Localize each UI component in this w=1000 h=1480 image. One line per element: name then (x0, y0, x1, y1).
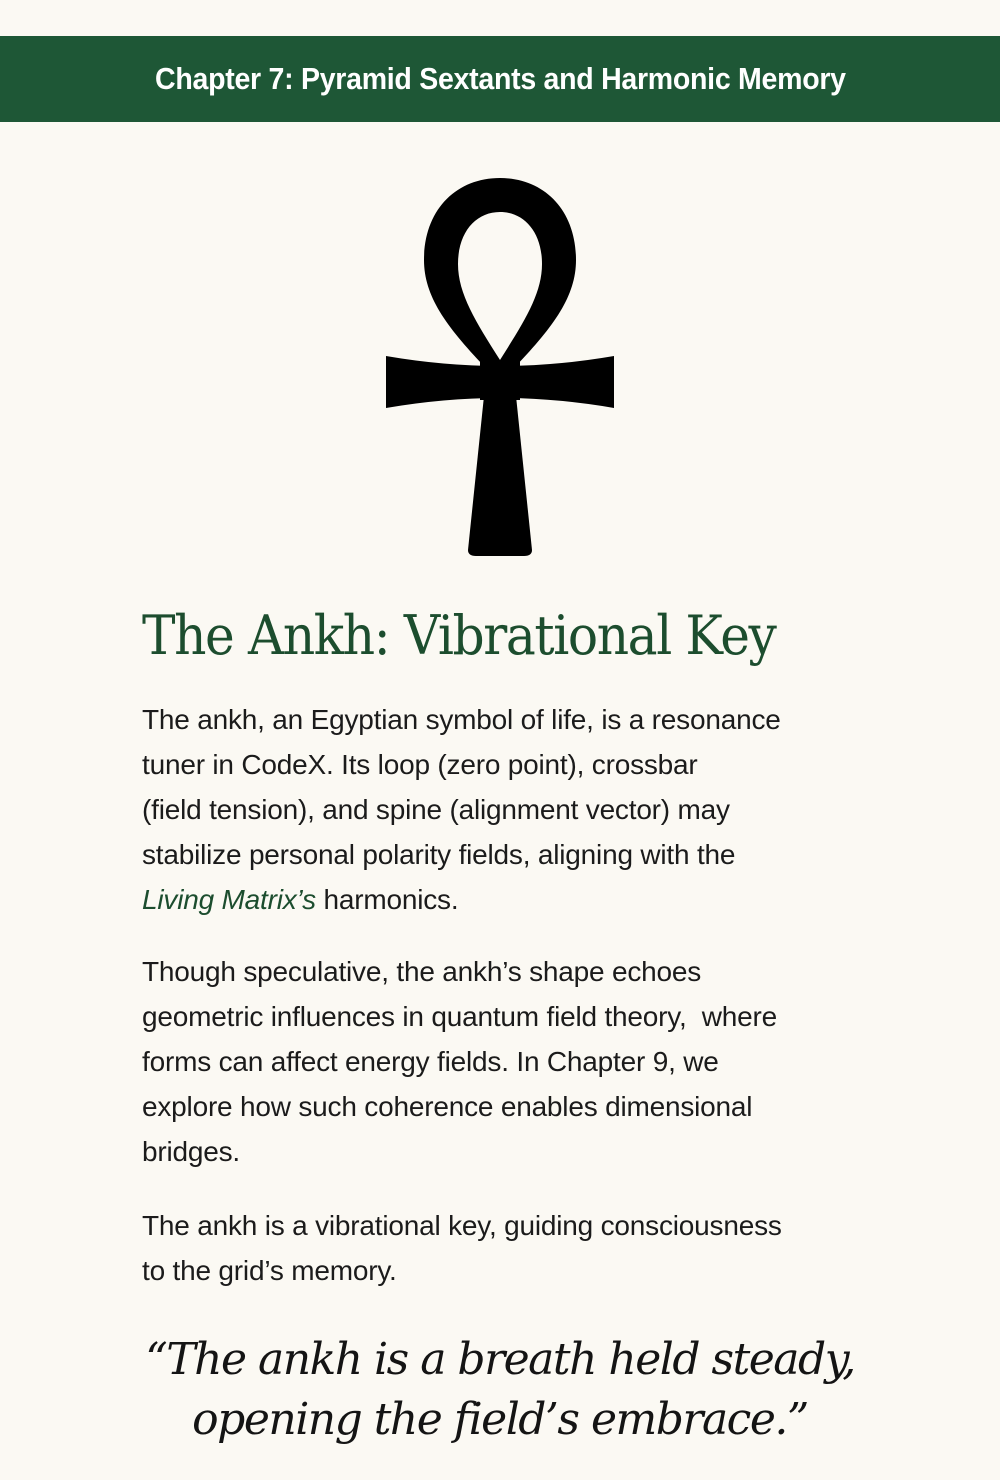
paragraph-2 (142, 949, 882, 1174)
paragraph-line: bridges. (142, 1136, 241, 1167)
living-matrix-emphasis: Living Matrix’s (142, 884, 316, 915)
paragraph-line: Though speculative, the ankh’s shape echoes (142, 956, 702, 987)
chapter-header-bar (0, 36, 1000, 122)
paragraph-line: to the grid’s memory. (142, 1255, 397, 1286)
paragraph-line-rest: harmonics. (315, 884, 459, 915)
pull-quote (0, 1330, 1000, 1450)
paragraph-line: explore how such coherence enables dimensional (142, 1091, 753, 1122)
paragraph-line: geometric influences in quantum field theory, where (142, 1001, 777, 1032)
paragraph-line: stabilize personal polarity fields, aligning with the (142, 839, 736, 870)
section-heading: The Ankh: Vibrational Key (142, 604, 776, 667)
paragraph-line (142, 877, 882, 922)
paragraph-3 (142, 1203, 882, 1293)
paragraph-line: The ankh is a vibrational key, guiding consciousness (142, 1210, 782, 1241)
paragraph-line: tuner in CodeX. Its loop (zero point), crossbar (142, 749, 698, 780)
chapter-title: Chapter 7: Pyramid Sextants and Harmonic Memory (154, 61, 846, 96)
ankh-icon (384, 176, 616, 558)
quote-line: opening the field’s embrace.” (192, 1394, 808, 1445)
paragraph-1 (142, 697, 882, 922)
paragraph-line: The ankh, an Egyptian symbol of life, is a resonance (142, 704, 781, 735)
paragraph-line: forms can affect energy fields. In Chapter 9, we (142, 1046, 719, 1077)
paragraph-line: (field tension), and spine (alignment vector) may (142, 794, 730, 825)
quote-line: “The ankh is a breath held steady, (145, 1334, 855, 1385)
